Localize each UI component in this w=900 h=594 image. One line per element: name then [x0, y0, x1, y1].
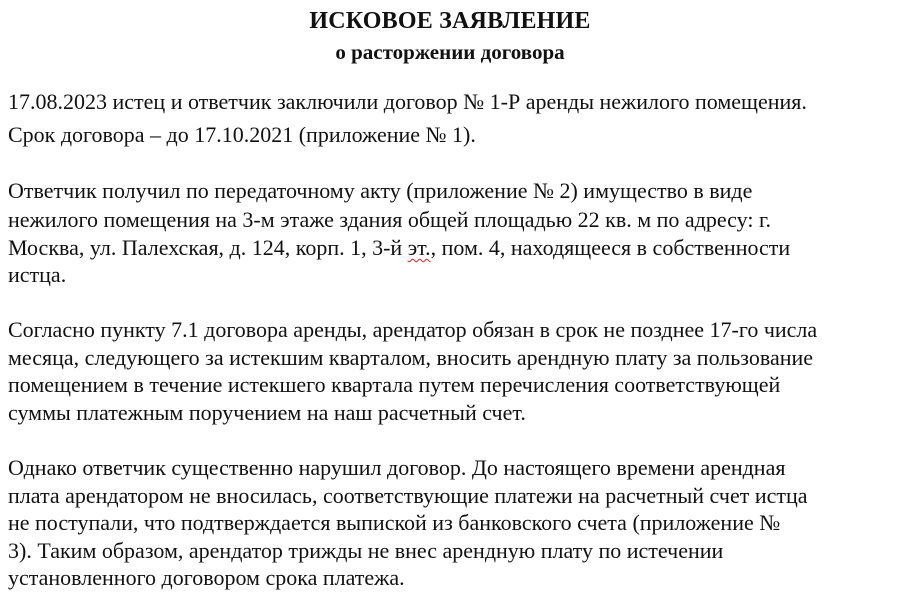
paragraph-2-line-4: истца. — [8, 262, 67, 287]
paragraph-4-line-2: плата арендатором не вносилась, соответствующие платежи на расчетный счет истца — [8, 483, 808, 508]
paragraph-2-line-1: Ответчик получил по передаточному акту (приложение № 2) имущество в виде — [8, 178, 753, 203]
paragraph-3-line-3: помещением в течение истекшего квартала путем перечисления соответствующей — [8, 372, 781, 397]
paragraph-3-line-1: Согласно пункту 7.1 договора аренды, арендатор обязан в срок не позднее 17-го числа — [8, 317, 818, 342]
document-subtitle: о расторжении договора — [335, 40, 565, 64]
spellcheck-underlined-word: эт. — [407, 235, 431, 260]
paragraph-2-line-3 — [8, 234, 790, 262]
paragraph-1-line-1: 17.08.2023 истец и ответчик заключили договор № 1-Р аренды нежилого помещения. — [8, 89, 807, 114]
paragraph-4-line-1: Однако ответчик существенно нарушил договор. До настоящего времени арендная — [8, 455, 786, 480]
paragraph-4-line-5: установленного договором срока платежа. — [8, 565, 405, 590]
paragraph-3-line-2: месяца, следующего за истекшим кварталом, вносить арендную плату за пользование — [8, 345, 814, 370]
line-text-start: Москва, ул. Палехская, д. 124, корп. 1, 3-й — [8, 235, 408, 260]
paragraph-4-line-3: не поступали, что подтверждается выпиской из банковского счета (приложение № — [8, 510, 781, 535]
line-text-end: , пом. 4, находящееся в собственности — [430, 235, 791, 260]
document-title: ИСКОВОЕ ЗАЯВЛЕНИЕ — [309, 8, 591, 34]
paragraph-4-line-4: 3). Таким образом, арендатор трижды не внес арендную плату по истечении — [8, 538, 724, 563]
paragraph-1-line-2: Срок договора – до 17.10.2021 (приложение № 1). — [8, 122, 476, 147]
paragraph-3-line-4: суммы платежным поручением на наш расчетный счет. — [8, 400, 526, 425]
paragraph-2-line-2: нежилого помещения на 3-м этаже здания общей площадью 22 кв. м по адресу: г. — [8, 207, 772, 232]
